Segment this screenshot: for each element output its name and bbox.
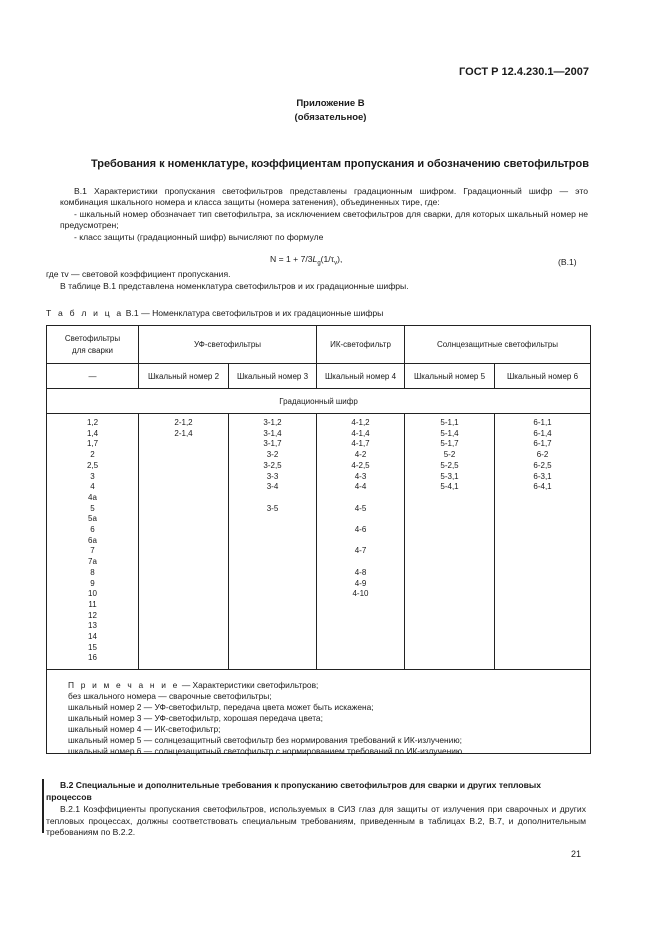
grad-code-header: Градационный шифр bbox=[47, 389, 591, 414]
formula-rhs: (1/τ bbox=[320, 254, 335, 264]
table-header-row bbox=[47, 326, 591, 364]
header-uv: УФ-светофильтры bbox=[139, 326, 317, 364]
paragraph-table-ref: В таблице В.1 представлена номенклатура светофильтров и их градационные шифры. bbox=[60, 281, 409, 291]
note-prefix: П р и м е ч а н и е bbox=[68, 680, 180, 690]
codes-scale-5: 5-1,1 5-1,4 5-1,7 5-2 5-2,5 5-3,1 5-4,1 bbox=[405, 414, 495, 670]
section-b2-title-text: В.2 Специальные и дополнительные требования к пропусканию светофильтров для сварки и других тепловых процессов bbox=[46, 780, 542, 802]
header-welding: Светофильтры для сварки bbox=[47, 326, 139, 364]
note-line: шкальный номер 5 — солнцезащитный светофильтр без нормирования требований к ИК-излучению; bbox=[68, 735, 462, 745]
note-line: без шкального номера — сварочные светофильтры; bbox=[68, 691, 272, 701]
note-first: — Характеристики светофильтров; bbox=[181, 680, 319, 690]
codes-scale-2: 2-1,2 2-1,4 bbox=[139, 414, 229, 670]
section-title: Требования к номенклатуре, коэффициентам пропускания и обозначению светофильтров bbox=[91, 158, 589, 170]
codes-scale-4: 4-1,2 4-1,4 4-1,7 4-2 4-2,5 4-3 4-4 4-5 4-6 4-7 4-8 4-9 4-10 bbox=[317, 414, 405, 670]
scale-dash: — bbox=[47, 364, 139, 389]
formula-number: (В.1) bbox=[558, 257, 577, 267]
revision-margin-bar bbox=[42, 779, 44, 833]
page-number: 21 bbox=[570, 849, 581, 859]
paragraph-scale-number: - шкальный номер обозначает тип светофильтра, за исключением светофильтров для сварки, для которых шкальный номер не предусмотрен; bbox=[60, 209, 588, 231]
scale-5: Шкальный номер 5 bbox=[405, 364, 495, 389]
table-scale-row bbox=[47, 364, 591, 389]
table-codes-row bbox=[47, 414, 591, 670]
scale-3: Шкальный номер 3 bbox=[229, 364, 317, 389]
paragraph-tau-definition: где τv — световой коэффициент пропускания. bbox=[46, 269, 231, 279]
formula-lhs: N = 1 + 7/3 bbox=[270, 254, 313, 264]
annex-heading bbox=[0, 97, 661, 125]
table-caption bbox=[46, 308, 383, 318]
section-b2-text-body: В.2.1 Коэффициенты пропускания светофильтров, используемых в СИЗ глаз для защиты от излучения при сварочных и других тепловых процессах, должны соответствовать специальным требованиям, приведенным в таблицах В.2, В.7, и дополнительным требованиям по В.2.2. bbox=[46, 804, 586, 838]
formula bbox=[270, 254, 342, 267]
document-code: ГОСТ Р 12.4.230.1—2007 bbox=[459, 66, 589, 78]
table-note bbox=[68, 680, 588, 757]
note-line: шкальный номер 3 — УФ-светофильтр, хорошая передача цвета; bbox=[68, 713, 323, 723]
codes-welding: 1,2 1,4 1,7 2 2,5 3 4 4а 5 5а 6 6а 7 7а 8 9 10 11 12 13 14 15 16 bbox=[47, 414, 139, 670]
note-line: шкальный номер 6 — солнцезащитный светофильтр с нормированием требований по ИК-излучению. bbox=[68, 746, 465, 756]
formula-log-sub: g bbox=[317, 260, 321, 267]
paragraph-protection-class: - класс защиты (градационный шифр) вычисляют по формуле bbox=[74, 232, 324, 242]
table-grad-header-row bbox=[47, 389, 591, 414]
note-line: шкальный номер 2 — УФ-светофильтр, передача цвета может быть искажена; bbox=[68, 702, 374, 712]
scale-4: Шкальный номер 4 bbox=[317, 364, 405, 389]
note-line: шкальный номер 4 — ИК-светофильтр; bbox=[68, 724, 221, 734]
section-b2-text bbox=[46, 804, 586, 839]
annex-status: (обязательное) bbox=[294, 112, 367, 123]
codes-scale-3: 3-1,2 3-1,4 3-1,7 3-2 3-2,5 3-3 3-4 3-5 bbox=[229, 414, 317, 670]
table-caption-text: В.1 — Номенклатура светофильтров и их градационные шифры bbox=[125, 308, 384, 318]
header-ir: ИК-светофильтр bbox=[317, 326, 405, 364]
formula-end: ), bbox=[337, 254, 343, 264]
formula-rhs-sub: v bbox=[334, 260, 338, 267]
paragraph-b1: В.1 Характеристики пропускания светофильтров представлены градационным шифром. Градационный шифр — это комбинация шкального номера и класса защиты (номера затенения), объединенных тире, где: bbox=[60, 186, 588, 208]
note-first-line bbox=[68, 680, 588, 691]
annex-title: Приложение В bbox=[296, 98, 365, 109]
table-caption-prefix: Т а б л и ц а bbox=[46, 308, 124, 318]
formula-log: L bbox=[312, 254, 318, 264]
header-sun: Солнцезащитные светофильтры bbox=[405, 326, 591, 364]
codes-scale-6: 6-1,1 6-1,4 6-1,7 6-2 6-2,5 6-3,1 6-4,1 bbox=[495, 414, 591, 670]
section-b2-title bbox=[46, 780, 586, 803]
scale-2: Шкальный номер 2 bbox=[139, 364, 229, 389]
scale-6: Шкальный номер 6 bbox=[495, 364, 591, 389]
